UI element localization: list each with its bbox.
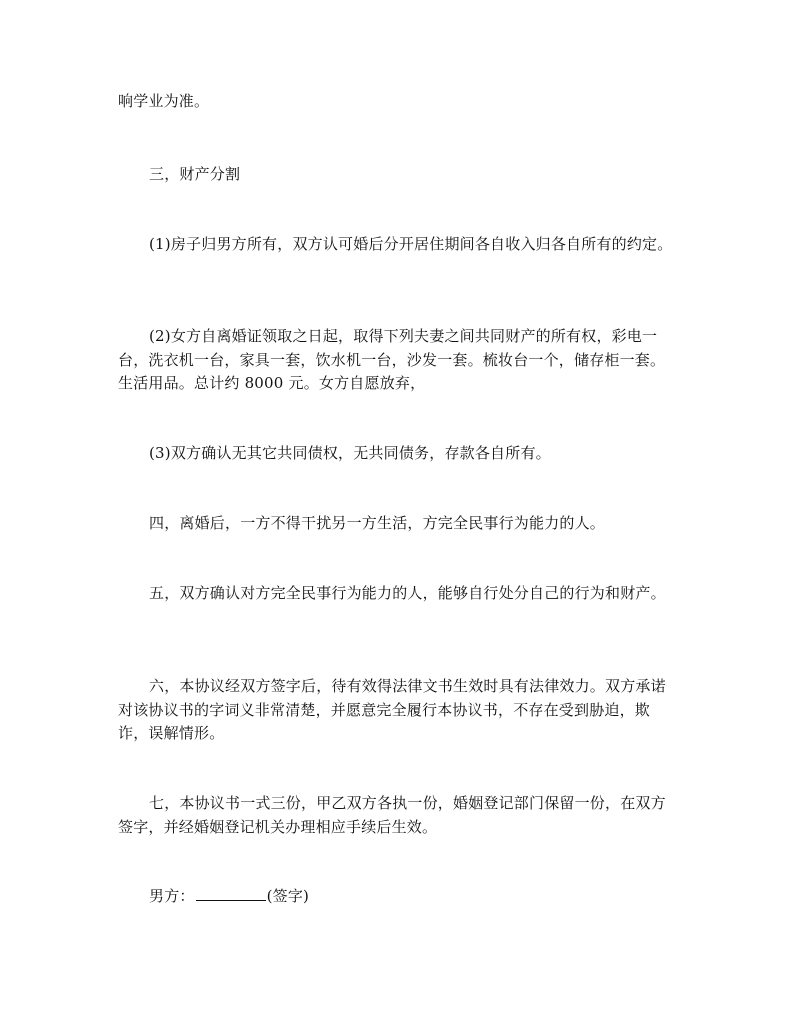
- section-heading-property-division: 三，财产分割: [149, 165, 241, 183]
- clause-3-1: (1)房子归男方所有，双方认可婚后分开居住期间各自收入归各自所有的约定。: [149, 235, 673, 253]
- signature-label: 男方：: [149, 887, 195, 905]
- clause-3-3: (3)双方确认无其它共同债权，无共同债务，存款各自所有。: [149, 444, 551, 462]
- paragraph-continuation: 响学业为准。: [118, 92, 210, 110]
- clause-3-2: (2)女方自离婚证领取之日起，取得下列夫妻之间共同财产的所有权，彩电一台，洗衣机一台，家具一套，饮水机一台，沙发一套。梳妆台一个，储存柜一套。生活用品。总计约 8000 元。女方自愿放弃，: [118, 327, 666, 392]
- signature-suffix: (签字): [266, 887, 310, 905]
- section-seven: 七，本协议书一式三份，甲乙双方各执一份，婚姻登记部门保留一份，在双方签字，并经婚姻登记机关办理相应手续后生效。: [118, 794, 666, 836]
- section-six: 六，本协议经双方签字后，待有效得法律文书生效时具有法律效力。双方承诺对该协议书的字词义非常清楚，并愿意完全履行本协议书，不存在受到胁迫，欺诈，误解情形。: [118, 677, 666, 742]
- signature-blank[interactable]: [196, 887, 266, 901]
- section-four: 四，离婚后，一方不得干扰另一方生活，方完全民事行为能力的人。: [149, 514, 606, 532]
- signature-line-male: [118, 885, 678, 909]
- section-five: 五，双方确认对方完全民事行为能力的人，能够自行处分自己的行为和财产。: [149, 584, 666, 602]
